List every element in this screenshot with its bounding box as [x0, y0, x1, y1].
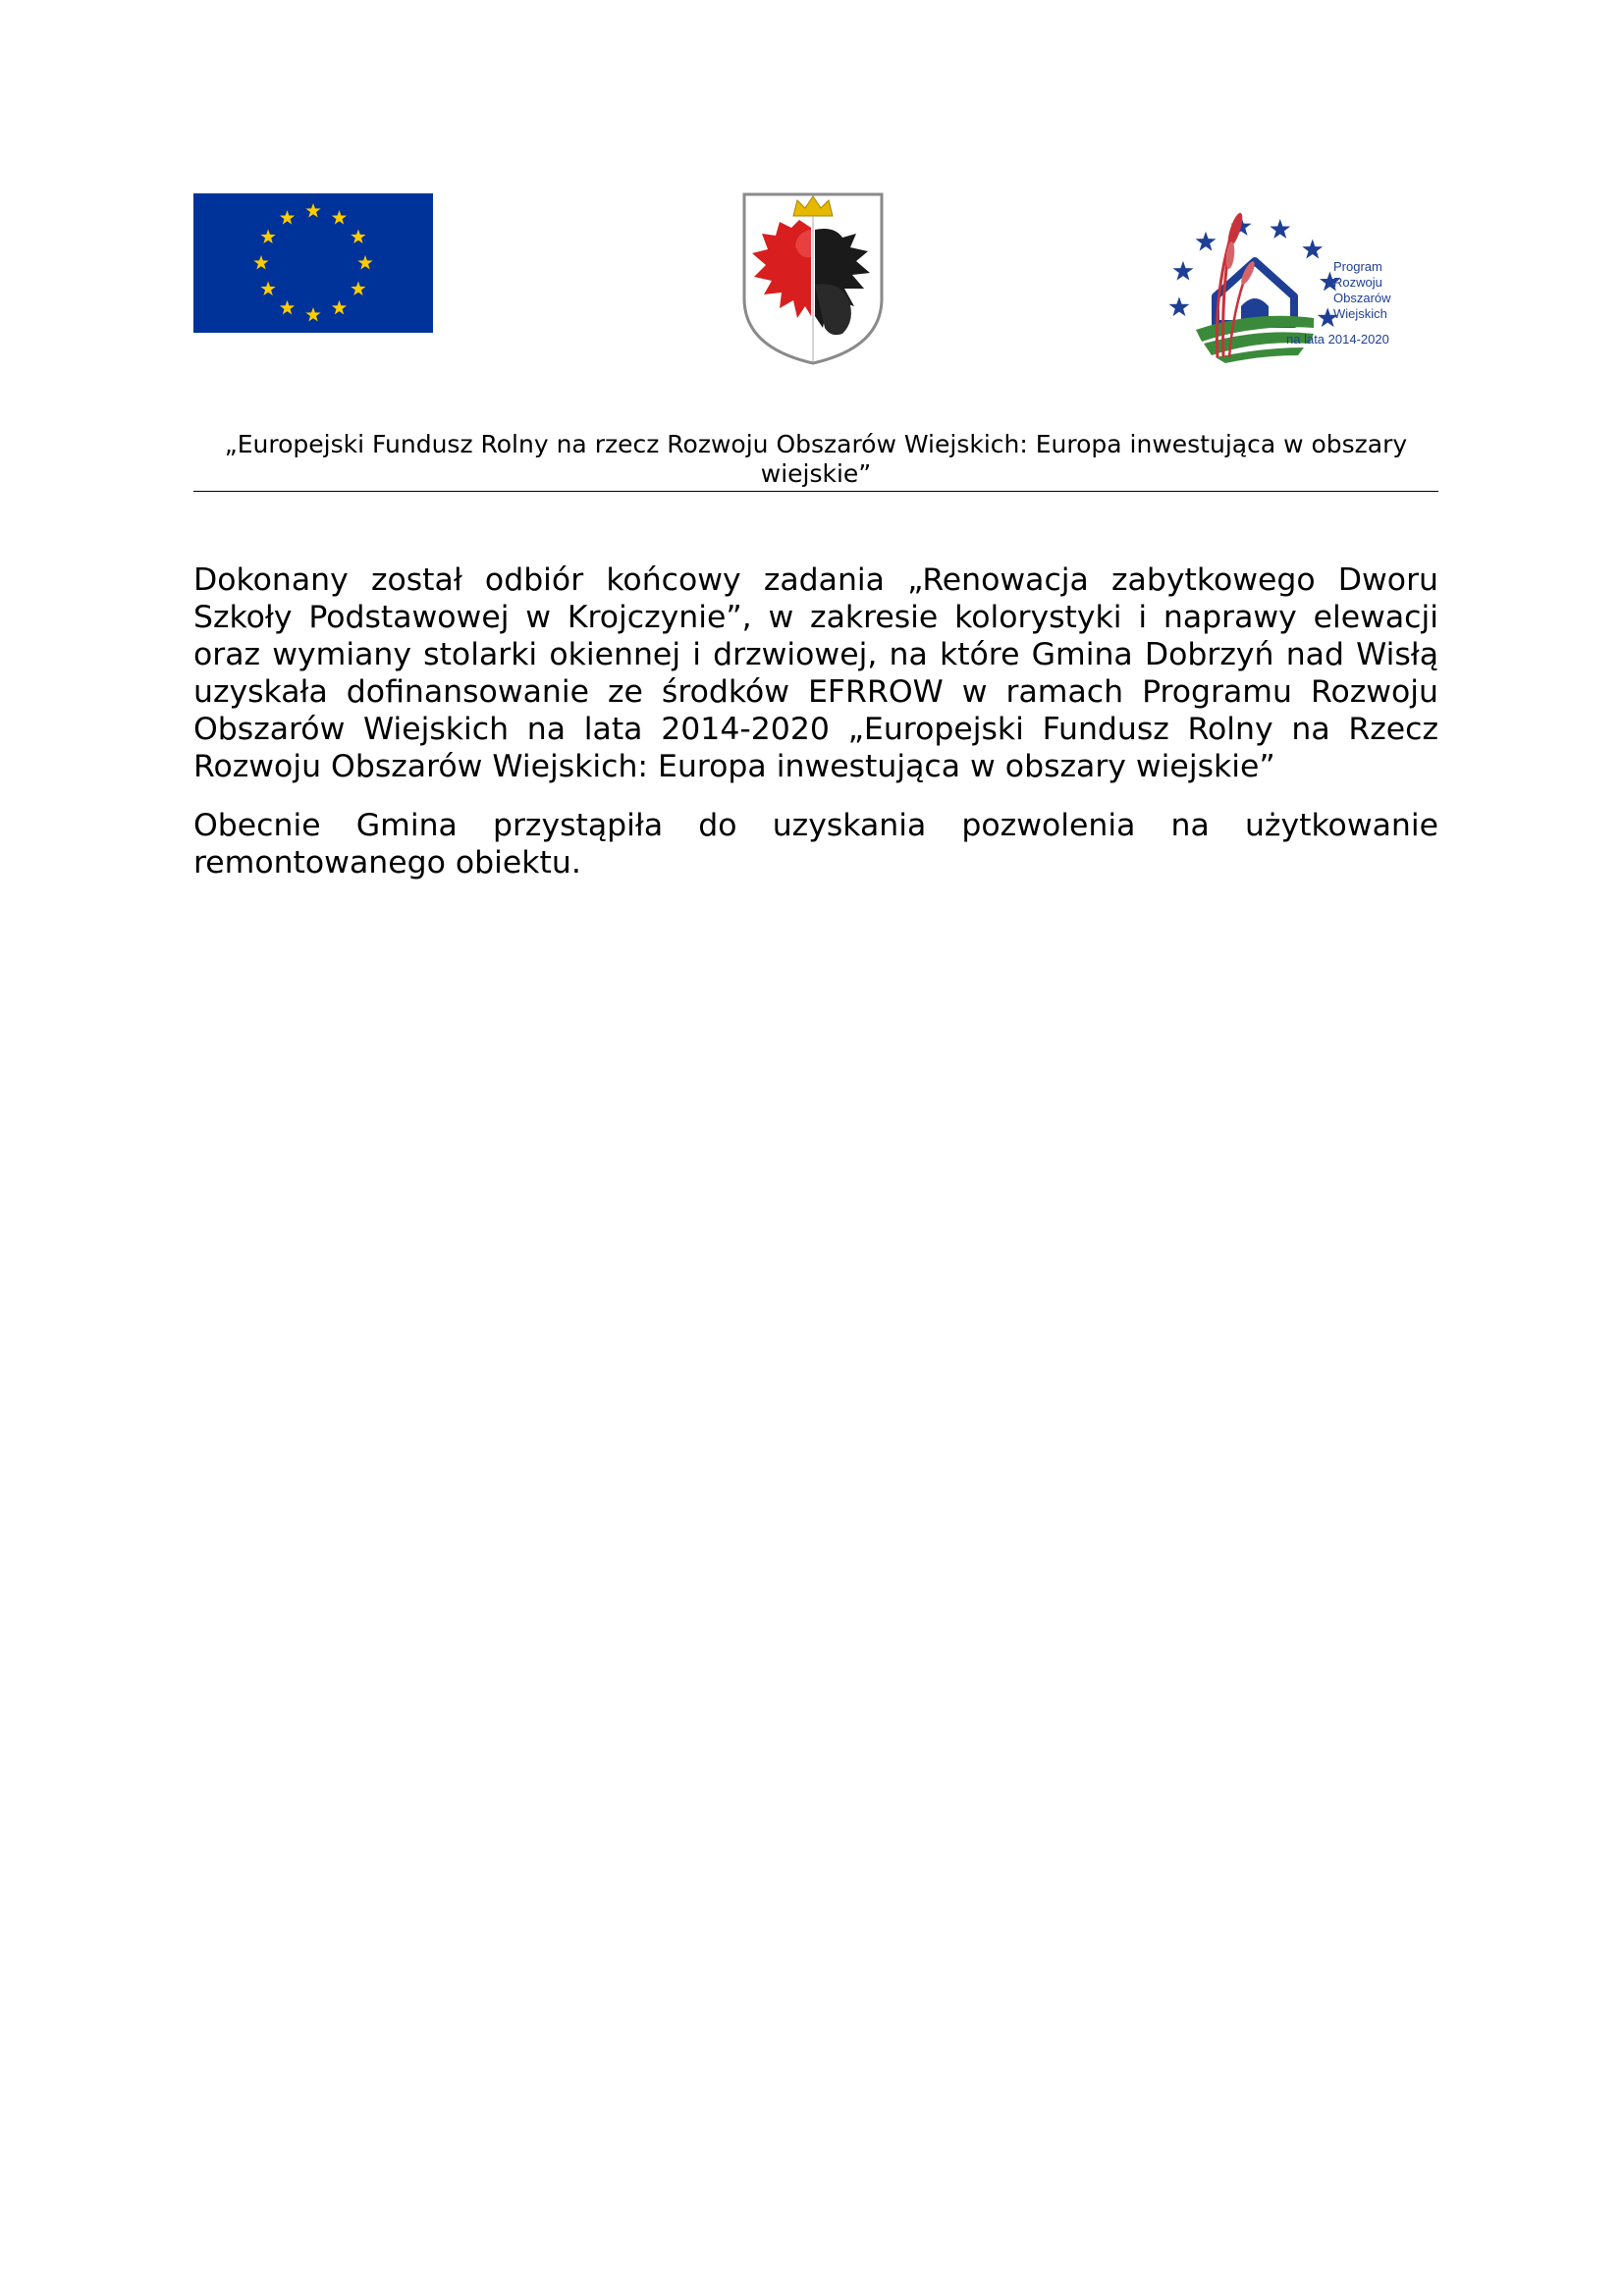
- eu-flag-icon: [193, 193, 433, 333]
- announcement-paragraph-1: Dokonany został odbiór końcowy zadania „Renowacja zabytkowego Dworu Szkoły Podstawowej w Krojczynie”, w zakresie kolorystyki i naprawy elewacji oraz wymiany stolarki okiennej i drzwiowej, na które Gmina Dobrzyń nad Wisłą uzyskała dofinansowanie ze środków EFRROW w ramach Programu Rozwoju Obszarów Wiejskich na lata 2014-2020 „Europejski Fundusz Rolny na Rzecz Rozwoju Obszarów Wiejskich: Europa inwestująca w obszary wiejskie”: [193, 562, 1438, 784]
- prow-line-wiejskich: Wiejskich: [1333, 306, 1387, 321]
- fund-caption: „Europejski Fundusz Rolny na rzecz Rozwoju Obszarów Wiejskich: Europa inwestująca w obszary wiejskie”: [224, 430, 1408, 488]
- kujawsko-pomorskie-crest-icon: [740, 190, 886, 367]
- prow-star-icon: [1196, 232, 1217, 251]
- header-divider: [193, 491, 1438, 492]
- prow-logo-text: [1333, 259, 1391, 322]
- prow-star-icon: [1270, 219, 1290, 239]
- prow-line-obszarow: Obszarów: [1333, 291, 1391, 305]
- prow-line-rozwoju: Rozwoju: [1333, 275, 1382, 290]
- prow-star-icon: [1302, 240, 1323, 259]
- announcement-body: [193, 561, 1438, 903]
- prow-line-program: Program: [1333, 259, 1382, 274]
- announcement-paragraph-2: Obecnie Gmina przystąpiła do uzyskania pozwolenia na użytkowanie remontowanego obiektu.: [193, 808, 1438, 881]
- prow-star-icon: [1169, 296, 1190, 316]
- prow-years: na lata 2014-2020: [1286, 332, 1389, 347]
- prow-star-icon: [1173, 261, 1194, 281]
